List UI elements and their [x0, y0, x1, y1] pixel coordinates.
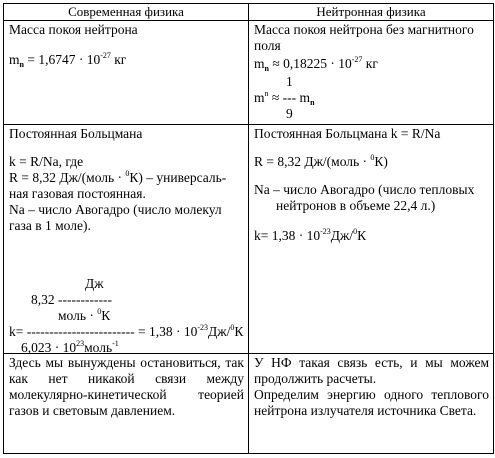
comparison-table: [3, 3, 494, 454]
row-conclusion: [4, 354, 494, 454]
nf-frac-line: $m^n$ ≈ --- $m_n$: [254, 89, 315, 107]
cell-neutron-conclusion: [249, 354, 494, 454]
cell-modern-boltzmann: [4, 125, 249, 354]
cell-modern-conclusion: Здесь мы вынуждены остановиться, так как нет никакой связи между молекулярно-кинетической теорией газов и световым давлением.: [4, 354, 249, 454]
header-neutron-physics: Нейтронная физика: [249, 4, 494, 21]
row-boltzmann: [4, 125, 494, 354]
nf-conclusion-1: У НФ такая связь есть, и мы можем продолжить расчеты.: [254, 355, 489, 386]
boltzmann-title: Постоянная Больцмана: [9, 126, 143, 141]
row-neutron-mass: [4, 21, 494, 125]
header-modern-physics: Современная физика: [4, 4, 249, 21]
nf-frac-denominator: 9: [286, 106, 293, 121]
nf-conclusion-2: Определим энергию одного теплового нейтрона излучателя источника Света.: [254, 387, 489, 418]
formula-unit-top: Дж: [85, 276, 104, 291]
gas-constant-line: R = 8,32 Дж/(моль · $^0$К) – универсаль-: [9, 169, 227, 185]
header-row: [4, 4, 494, 21]
nf-mass-formula: $m_n \approx 0,18225 \cdot 10^{-27}$ кг: [254, 55, 378, 73]
nf-boltzmann-value: $k= 1,38 \cdot 10^{-23}Дж/^0К$: [254, 227, 367, 243]
formula-denominator: $6,023 \cdot 10^{23}моль^{-1}$: [21, 339, 119, 355]
cell-neutron-mass: [249, 21, 494, 125]
mass-title: Масса покоя нейтрона: [9, 22, 138, 37]
formula-unit-bottom: моль · $^0$К: [58, 307, 111, 323]
cell-neutron-boltzmann: [249, 125, 494, 354]
gas-constant-line-2: ная газовая постоянная.: [9, 186, 146, 201]
cell-modern-mass: [4, 21, 249, 125]
avogadro-line: Na – число Авогадро (число молекул: [9, 202, 222, 217]
nf-frac-numerator: 1: [286, 74, 293, 89]
avogadro-line-2: газа в 1 моле).: [9, 218, 91, 233]
nf-boltzmann-title: Постоянная Больцмана k = R/Na: [254, 126, 441, 141]
nf-gas-constant: R = 8,32 Дж/(моль · $^0$К): [254, 153, 388, 169]
nf-avogadro-line: Na – число Авогадро (число тепловых: [254, 182, 475, 197]
nf-mass-title: Масса покоя нейтрона без магнитного поля: [254, 22, 474, 53]
nf-avogadro-line-2: нейтронов в объеме 22,4 л.): [276, 198, 436, 213]
mass-formula: $m_n = 1,6747 \cdot 10^{-27}$ кг: [9, 51, 127, 69]
boltzmann-def: k = R/Na, где: [9, 154, 84, 169]
formula-numerator: 8,32 ------------: [31, 292, 112, 307]
formula-main: k= ------------------------ = $1,38 \cdot 10^{-23}Дж/^0К$: [9, 323, 244, 339]
